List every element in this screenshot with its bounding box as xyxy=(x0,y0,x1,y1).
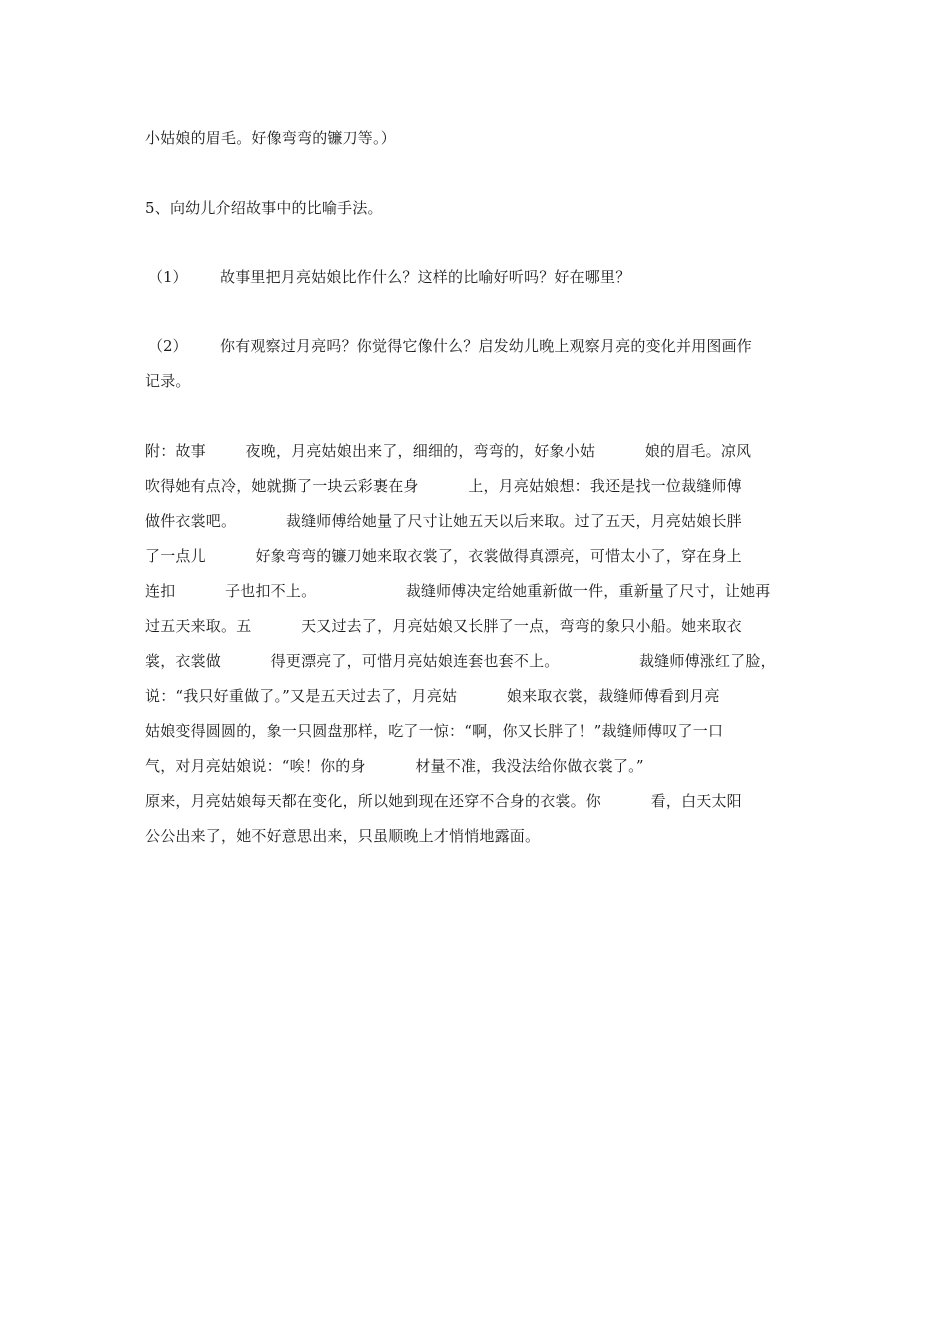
item-1-number: （1） xyxy=(148,268,188,286)
story-line: 吹得她有点冷，她就撕了一块云彩裹在身 上，月亮姑娘想：我还是找一位裁缝师傅 xyxy=(145,477,742,495)
item-2-text-line-1: 你有观察过月亮吗？你觉得它像什么？启发幼儿晚上观察月亮的变化并用图画作 xyxy=(220,337,753,355)
story-line: 气，对月亮姑娘说：“唉！你的身 材量不准，我没法给你做衣裳了。” xyxy=(145,757,644,775)
story-line: 了一点儿 好象弯弯的镰刀她来取衣裳了，衣裳做得真漂亮，可惜太小了，穿在身上 xyxy=(145,547,742,565)
story-line: 裳，衣裳做 得更漂亮了，可惜月亮姑娘连套也套不上。 裁缝师傅涨红了脸， xyxy=(145,652,776,670)
section-5-heading: 5、向幼儿介绍故事中的比喻手法。 xyxy=(145,199,383,217)
item-1-text: 故事里把月亮姑娘比作什么？这样的比喻好听吗？好在哪里？ xyxy=(220,268,631,286)
intro-line: 小姑娘的眉毛。好像弯弯的镰刀等。） xyxy=(145,129,396,147)
item-2-number: （2） xyxy=(148,337,188,355)
story-line: 过五天来取。五 天又过去了，月亮姑娘又长胖了一点，弯弯的象只小船。她来取衣 xyxy=(145,617,742,635)
story-line: 原来，月亮姑娘每天都在变化，所以她到现在还穿不合身的衣裳。你 看，白天太阳 xyxy=(145,792,742,810)
story-line: 做件衣裳吧。 裁缝师傅给她量了尺寸让她五天以后来取。过了五天，月亮姑娘长胖 xyxy=(145,512,742,530)
story-line: 姑娘变得圆圆的，象一只圆盘那样，吃了一惊：“啊，你又长胖了！”裁缝师傅叹了一口 xyxy=(145,722,724,740)
story-line: 连扣 子也扣不上。 裁缝师傅决定给她重新做一件，重新量了尺寸，让她再 xyxy=(145,582,771,600)
story-line: 说：“我只好重做了。”又是五天过去了，月亮姑 娘来取衣裳，裁缝师傅看到月亮 xyxy=(145,687,720,705)
story-line: 公公出来了，她不好意思出来，只虽顺晚上才悄悄地露面。 xyxy=(145,827,541,845)
item-2-text-line-2: 记录。 xyxy=(145,372,191,390)
story-line: 附：故事 夜晚，月亮姑娘出来了，细细的，弯弯的，好象小姑 娘的眉毛。凉风 xyxy=(145,442,752,460)
